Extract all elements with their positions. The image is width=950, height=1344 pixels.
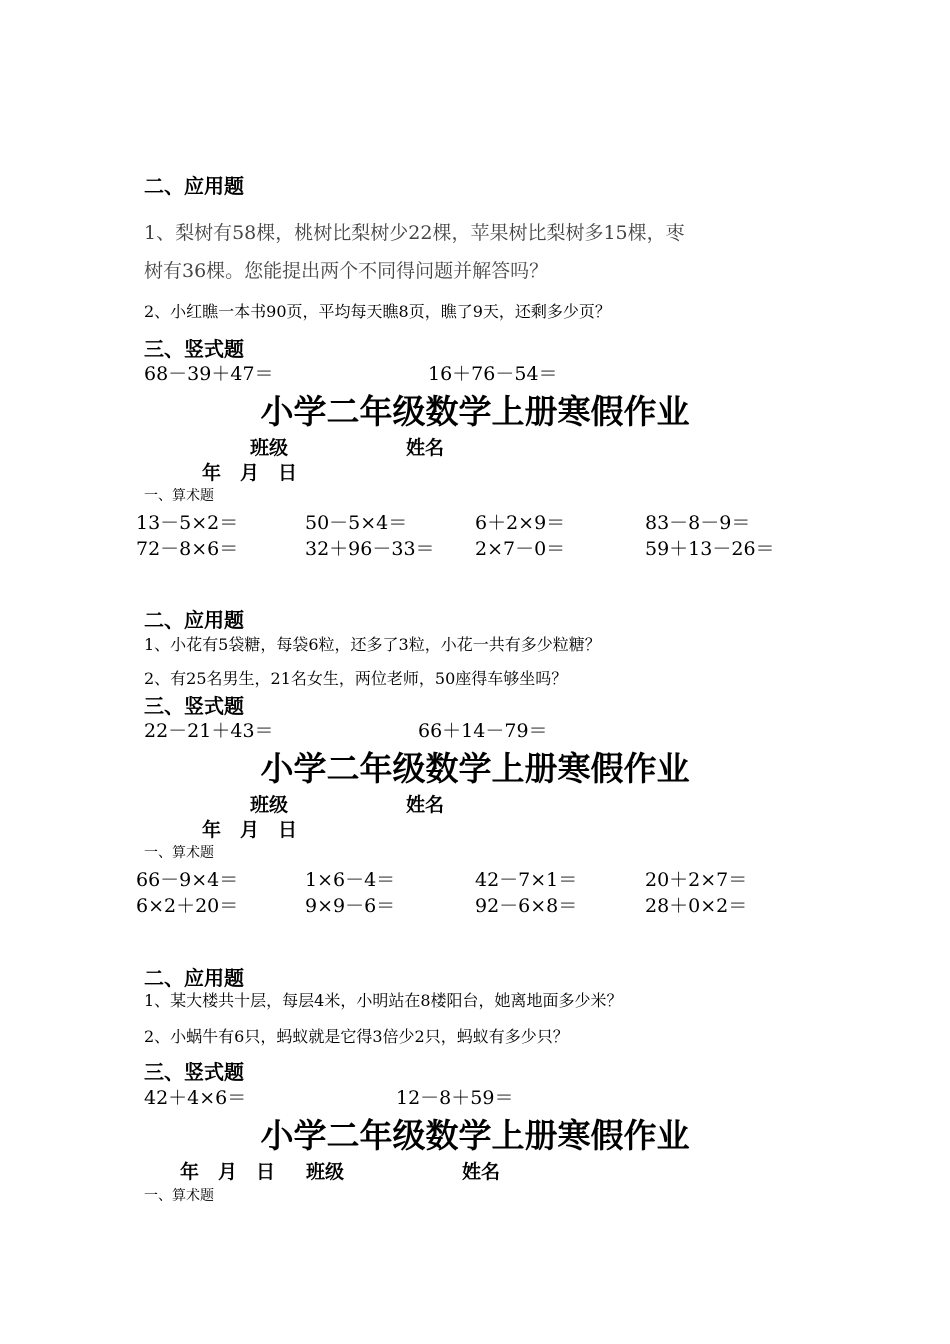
arith-problem: 59＋13－26＝ <box>645 538 775 560</box>
sheet-title: 小学二年级数学上册寒假作业 <box>260 749 690 788</box>
question-1-line-1: 1、梨树有58棵，桃树比梨树少22棵，苹果树比梨树多15棵，枣 <box>144 222 685 244</box>
sheet-title: 小学二年级数学上册寒假作业 <box>260 1116 690 1155</box>
arith-problem: 9×9－6＝ <box>305 895 396 917</box>
section-heading-vertical: 三、竖式题 <box>144 337 244 361</box>
vertical-problem-1: 22－21＋43＝ <box>144 720 274 742</box>
date-label: 年 月 日 <box>202 462 298 484</box>
class-label: 班级 <box>250 794 289 816</box>
section-heading-vertical: 三、竖式题 <box>144 1060 244 1084</box>
arith-problem: 66－9×4＝ <box>136 869 239 891</box>
arith-problem: 2×7－0＝ <box>475 538 566 560</box>
question-1: 1、某大楼共十层，每层4米，小明站在8楼阳台，她离地面多少米？ <box>144 991 623 1010</box>
section-heading-arithmetic: 一、算术题 <box>144 1188 214 1204</box>
question-2: 2、有25名男生，21名女生，两位老师，50座得车够坐吗？ <box>144 669 568 688</box>
question-1-line-2: 树有36棵。您能提出两个不同得问题并解答吗？ <box>144 260 549 282</box>
arith-problem: 6＋2×9＝ <box>475 512 566 534</box>
class-label: 班级 <box>250 437 289 459</box>
date-label: 年 月 日 <box>180 1161 276 1183</box>
section-heading-vertical: 三、竖式题 <box>144 694 244 718</box>
question-1: 1、小花有5袋糖，每袋6粒，还多了3粒，小花一共有多少粒糖？ <box>144 635 601 654</box>
question-2: 2、小蜗牛有6只，蚂蚁就是它得3倍少2只，蚂蚁有多少只？ <box>144 1027 569 1046</box>
arith-problem: 20＋2×7＝ <box>645 869 748 891</box>
vertical-problem-1: 68－39＋47＝ <box>144 363 274 385</box>
name-label: 姓名 <box>462 1161 501 1183</box>
arith-problem: 1×6－4＝ <box>305 869 396 891</box>
arith-problem: 6×2＋20＝ <box>136 895 239 917</box>
section-heading-arithmetic: 一、算术题 <box>144 845 214 861</box>
vertical-problem-1: 42＋4×6＝ <box>144 1087 247 1109</box>
vertical-problem-2: 12－8＋59＝ <box>396 1087 514 1109</box>
section-heading-arithmetic: 一、算术题 <box>144 488 214 504</box>
arith-problem: 72－8×6＝ <box>136 538 239 560</box>
class-label: 班级 <box>306 1161 345 1183</box>
question-2: 2、小红瞧一本书90页，平均每天瞧8页，瞧了9天，还剩多少页？ <box>144 302 611 321</box>
arith-problem: 13－5×2＝ <box>136 512 239 534</box>
name-label: 姓名 <box>406 437 445 459</box>
sheet-title: 小学二年级数学上册寒假作业 <box>260 392 690 431</box>
arith-problem: 32＋96－33＝ <box>305 538 435 560</box>
vertical-problem-2: 66＋14－79＝ <box>418 720 548 742</box>
arith-problem: 42－7×1＝ <box>475 869 578 891</box>
vertical-problem-2: 16＋76－54＝ <box>428 363 558 385</box>
arith-problem: 92－6×8＝ <box>475 895 578 917</box>
arith-problem: 28＋0×2＝ <box>645 895 748 917</box>
section-heading-application: 二、应用题 <box>144 966 244 990</box>
section-heading-application: 二、应用题 <box>144 608 244 632</box>
arith-problem: 50－5×4＝ <box>305 512 408 534</box>
name-label: 姓名 <box>406 794 445 816</box>
date-label: 年 月 日 <box>202 819 298 841</box>
section-heading-application: 二、应用题 <box>144 174 244 198</box>
arith-problem: 83－8－9＝ <box>645 512 751 534</box>
